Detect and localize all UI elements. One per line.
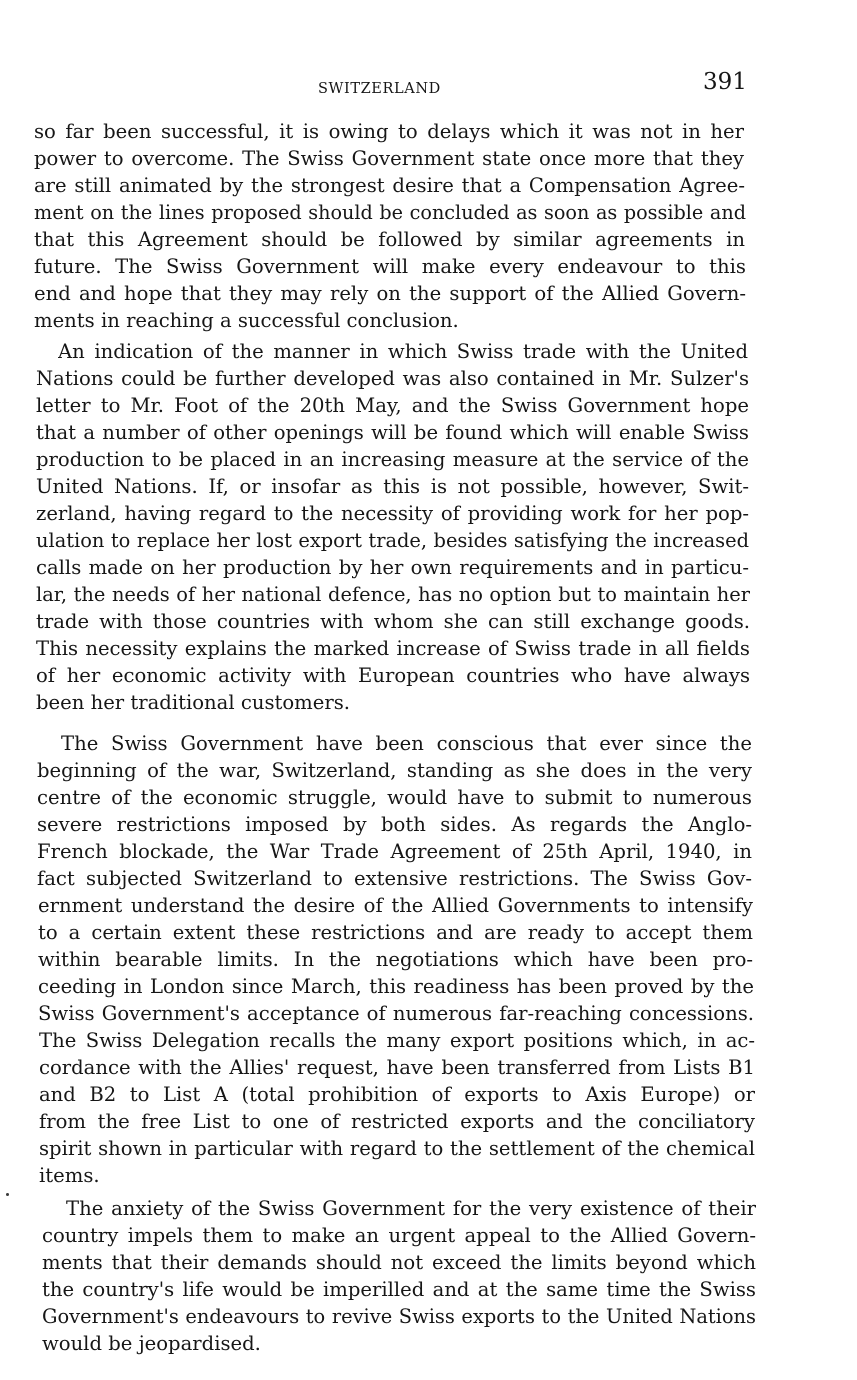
text-line: spirit shown in particular with regard to the settlement of the chemical (39, 1137, 755, 1160)
page-number: 391 (703, 69, 747, 95)
text-line: production to be placed in an increasing measure at the service of the (36, 448, 749, 471)
text-line: country impels them to make an urgent appeal to the Allied Govern- (42, 1224, 756, 1247)
text-line: French blockade, the War Trade Agreement of 25th April, 1940, in (37, 840, 752, 863)
text-line: to a certain extent these restrictions and are ready to accept them (38, 921, 753, 944)
text-line: ulation to replace her lost export trade, besides satisfying the increased (36, 529, 749, 552)
text-line: The Swiss Delegation recalls the many export positions which, in ac- (39, 1029, 755, 1052)
text-line: would be jeopardised. (42, 1332, 261, 1355)
text-line: ernment understand the desire of the Allied Governments to intensify (38, 894, 753, 917)
text-line: within bearable limits. In the negotiations which have been pro- (38, 948, 753, 971)
text-line: severe restrictions imposed by both sides. As regards the Anglo- (37, 813, 752, 836)
text-line: ceeding in London since March, this readiness has been proved by the (38, 975, 754, 998)
text-line: ment on the lines proposed should be concluded as soon as possible and (34, 201, 746, 224)
text-line: fact subjected Switzerland to extensive restrictions. The Swiss Gov- (37, 867, 752, 890)
text-line: An indication of the manner in which Swiss trade with the United (58, 340, 748, 363)
text-line: of her economic activity with European countries who have always (36, 664, 750, 687)
text-line: letter to Mr. Foot of the 20th May, and the Swiss Government hope (36, 394, 749, 417)
text-line: from the free List to one of restricted exports and the conciliatory (39, 1110, 755, 1133)
text-line: and B2 to List A (total prohibition of exports to Axis Europe) or (39, 1083, 755, 1106)
text-line: Swiss Government's acceptance of numerous far-reaching concessions. (38, 1002, 754, 1025)
text-line: items. (39, 1164, 100, 1187)
page-header (0, 68, 857, 102)
text-line: ments in reaching a successful conclusion. (34, 309, 459, 332)
text-line: This necessity explains the marked increase of Swiss trade in all fields (36, 637, 750, 660)
text-line: ments that their demands should not exceed the limits beyond which (42, 1251, 756, 1274)
text-line: The Swiss Government have been conscious that ever since the (61, 732, 752, 755)
text-line: lar, the needs of her national defence, has no option but to maintain her (36, 583, 750, 606)
text-line: United Nations. If, or insofar as this is not possible, however, Swit- (36, 475, 749, 498)
text-line: power to overcome. The Swiss Government state once more that they (34, 147, 744, 170)
text-line: beginning of the war, Switzerland, standing as she does in the very (37, 759, 752, 782)
text-line: so far been successful, it is owing to delays which it was not in her (34, 120, 744, 143)
text-line: trade with those countries with whom she can still exchange goods. (36, 610, 750, 633)
text-line: end and hope that they may rely on the support of the Allied Govern- (34, 282, 746, 305)
text-line: been her traditional customers. (36, 691, 350, 714)
text-line: zerland, having regard to the necessity of providing work for her pop- (36, 502, 749, 525)
text-line: that this Agreement should be followed by similar agreements in (34, 228, 745, 251)
ink-speck (6, 1193, 9, 1196)
text-line: that a number of other openings will be found which will enable Swiss (36, 421, 749, 444)
text-line: the country's life would be imperilled and at the same time the Swiss (42, 1278, 756, 1301)
text-line: Government's endeavours to revive Swiss exports to the United Nations (42, 1305, 756, 1328)
text-line: cordance with the Allies' request, have been transferred from Lists B1 (39, 1056, 755, 1079)
text-line: future. The Swiss Government will make every endeavour to this (34, 255, 746, 278)
text-line: are still animated by the strongest desire that a Compensation Agree- (34, 174, 745, 197)
running-title: SWITZERLAND (318, 81, 441, 97)
text-line: centre of the economic struggle, would have to submit to numerous (37, 786, 752, 809)
text-line: calls made on her production by her own requirements and in particu- (36, 556, 749, 579)
text-line: Nations could be further developed was also contained in Mr. Sulzer's (36, 367, 749, 390)
text-line: The anxiety of the Swiss Government for the very existence of their (66, 1197, 756, 1220)
